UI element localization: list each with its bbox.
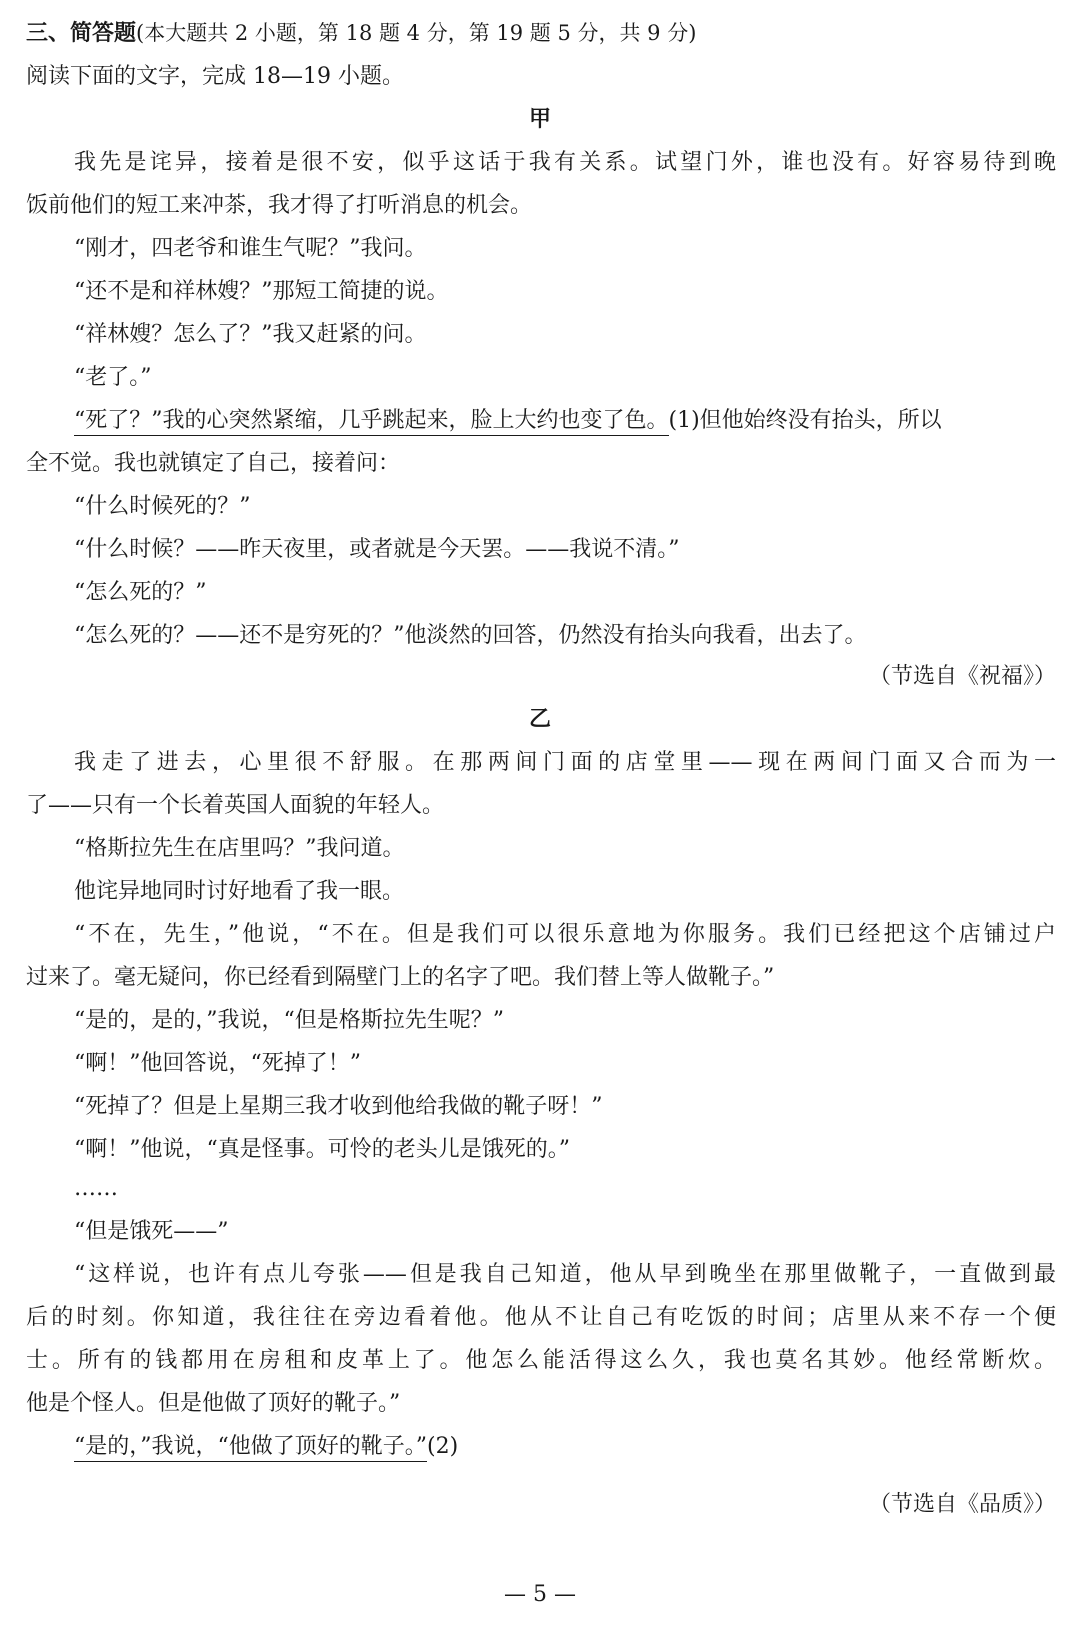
question-marker-1: (1)但他始终没有抬头，所以 [668,408,942,433]
passage-b-line: 他是个怪人。但是他做了顶好的靴子。” [26,1391,401,1416]
passage-a-line: “什么时候死的？” [74,494,251,519]
passage-a-line: “刚才，四老爷和谁生气呢？”我问。 [74,236,427,261]
underlined-sentence-2: “是的，”我说，“他做了顶好的靴子。” [74,1434,427,1462]
passage-a-line: “怎么死的？” [74,580,207,605]
passage-b-line: 士。所有的钱都用在房租和皮革上了。他怎么能活得这么久，我也莫名其妙。他经常断炊。 [26,1348,1056,1373]
passage-b-line: “啊！”他说，“真是怪事。可怜的老头儿是饿死的。” [74,1137,570,1162]
passage-b-line: 过来了。毫无疑问，你已经看到隔壁门上的名字了吧。我们替上等人做靴子。” [26,965,775,990]
passage-b-line: 他诧异地同时讨好地看了我一眼。 [74,879,405,904]
passage-a-line: “什么时候？——昨天夜里，或者就是今天罢。——我说不清。” [74,537,680,562]
passage-a-line [74,406,1056,436]
passage-a-title: 甲 [528,107,551,132]
passage-b-source: （节选自《品质》） [868,1492,1056,1517]
passage-b-line: 我走了进去，心里很不舒服。在那两间门面的店堂里——现在两间门面又合而为一 [74,750,1056,775]
passage-b-line: “但是饿死——” [74,1219,229,1244]
question-marker-2: (2) [427,1434,459,1459]
passage-a-line: “还不是和祥林嫂？”那短工简捷的说。 [74,279,449,304]
passage-b-line: 后的时刻。你知道，我往往在旁边看着他。他从不让自己有吃饭的时间；店里从来不存一个便 [26,1305,1056,1330]
ellipsis: …… [74,1176,118,1201]
passage-a-line: 饭前他们的短工来冲茶，我才得了打听消息的机会。 [26,193,533,218]
passage-a-line: “老了。” [74,365,152,390]
page-number: — 5 — [504,1582,576,1607]
passage-b-line: “格斯拉先生在店里吗？”我问道。 [74,836,405,861]
passage-a-line: 全不觉。我也就镇定了自己，接着问： [26,451,401,476]
passage-b-line [74,1432,1056,1462]
section-header [26,18,1056,49]
reading-instruction: 阅读下面的文字，完成 18—19 小题。 [26,64,404,89]
passage-b-line: “不在，先生，”他说，“不在。但是我们可以很乐意地为你服务。我们已经把这个店铺过户 [74,922,1056,947]
passage-a-line: “祥林嫂？怎么了？”我又赶紧的问。 [74,322,427,347]
section-score-note: (本大题共 2 小题，第 18 题 4 分，第 19 题 5 分，共 9 分) [136,21,697,45]
section-heading: 三、简答题 [26,21,137,46]
passage-a-source: （节选自《祝福》） [868,664,1056,689]
passage-b-title: 乙 [528,707,551,732]
passage-b-line: “死掉了？但是上星期三我才收到他给我做的靴子呀！” [74,1094,603,1119]
passage-b-line: “啊！”他回答说，“死掉了！” [74,1051,361,1076]
passage-a-line: “怎么死的？——还不是穷死的？”他淡然的回答，仍然没有抬头向我看，出去了。 [74,623,867,648]
passage-b-line: 了——只有一个长着英国人面貌的年轻人。 [26,793,445,818]
passage-b-line: “是的，是的，”我说，“但是格斯拉先生呢？” [74,1008,504,1033]
passage-b-line: “这样说，也许有点儿夸张——但是我自己知道，他从早到晚坐在那里做靴子，一直做到最 [74,1262,1056,1287]
underlined-sentence-1: “死了？”我的心突然紧缩，几乎跳起来，脸上大约也变了色。 [74,408,669,436]
passage-a-line: 我先是诧异，接着是很不安，似乎这话于我有关系。试望门外，谁也没有。好容易待到晚 [74,150,1056,175]
